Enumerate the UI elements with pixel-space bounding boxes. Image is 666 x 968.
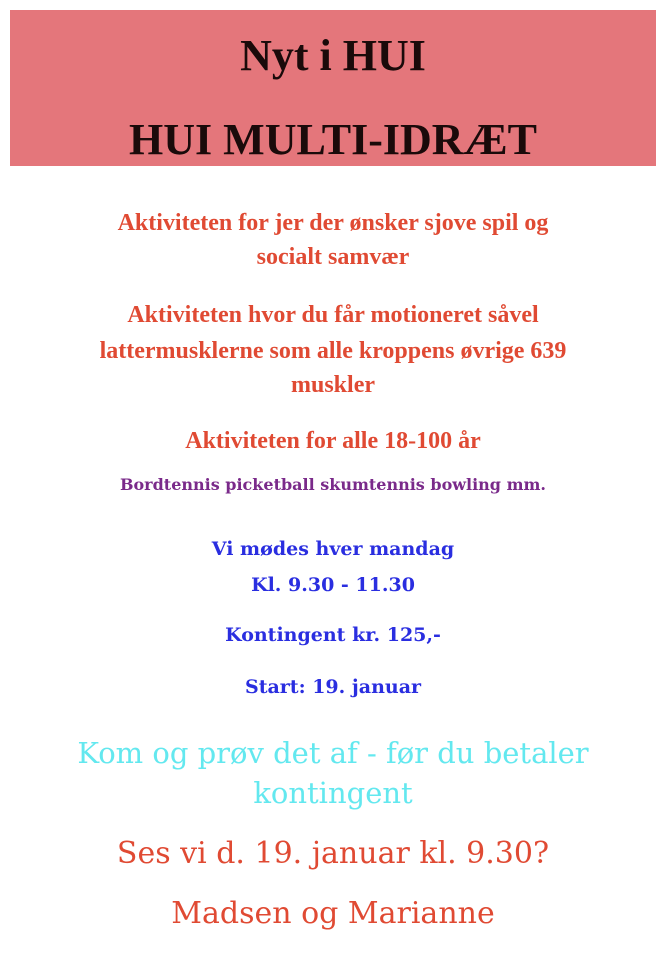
meeting-time: Kl. 9.30 - 11.30 (251, 574, 415, 596)
signature: Madsen og Marianne (171, 896, 495, 931)
intro-p2-line-2: lattermusklerne som alle kroppens øvrige 639 (99, 338, 567, 364)
meeting-day: Vi mødes hver mandag (211, 538, 455, 560)
intro-p2-line-1: Aktiviteten hvor du får motioneret såvel (127, 302, 539, 328)
sports-list: Bordtennis picketball skumtennis bowling mm. (119, 475, 546, 494)
title-banner (10, 10, 656, 166)
intro-p3: Aktiviteten for alle 18-100 år (185, 428, 481, 454)
title-line-2: HUI MULTI-IDRÆT (129, 115, 537, 164)
membership-fee: Kontingent kr. 125,- (225, 624, 441, 646)
intro-p2-line-3: muskler (291, 372, 375, 398)
invite-line-2: kontingent (253, 776, 413, 810)
invite-line-1: Kom og prøv det af - før du betaler (77, 736, 589, 770)
closing-question: Ses vi d. 19. januar kl. 9.30? (116, 836, 550, 871)
intro-p1-line-1: Aktiviteten for jer der ønsker sjove spil og (117, 210, 549, 236)
start-date: Start: 19. januar (244, 676, 422, 698)
title-line-1: Nyt i HUI (240, 31, 426, 80)
intro-p1-line-2: socialt samvær (256, 244, 410, 270)
